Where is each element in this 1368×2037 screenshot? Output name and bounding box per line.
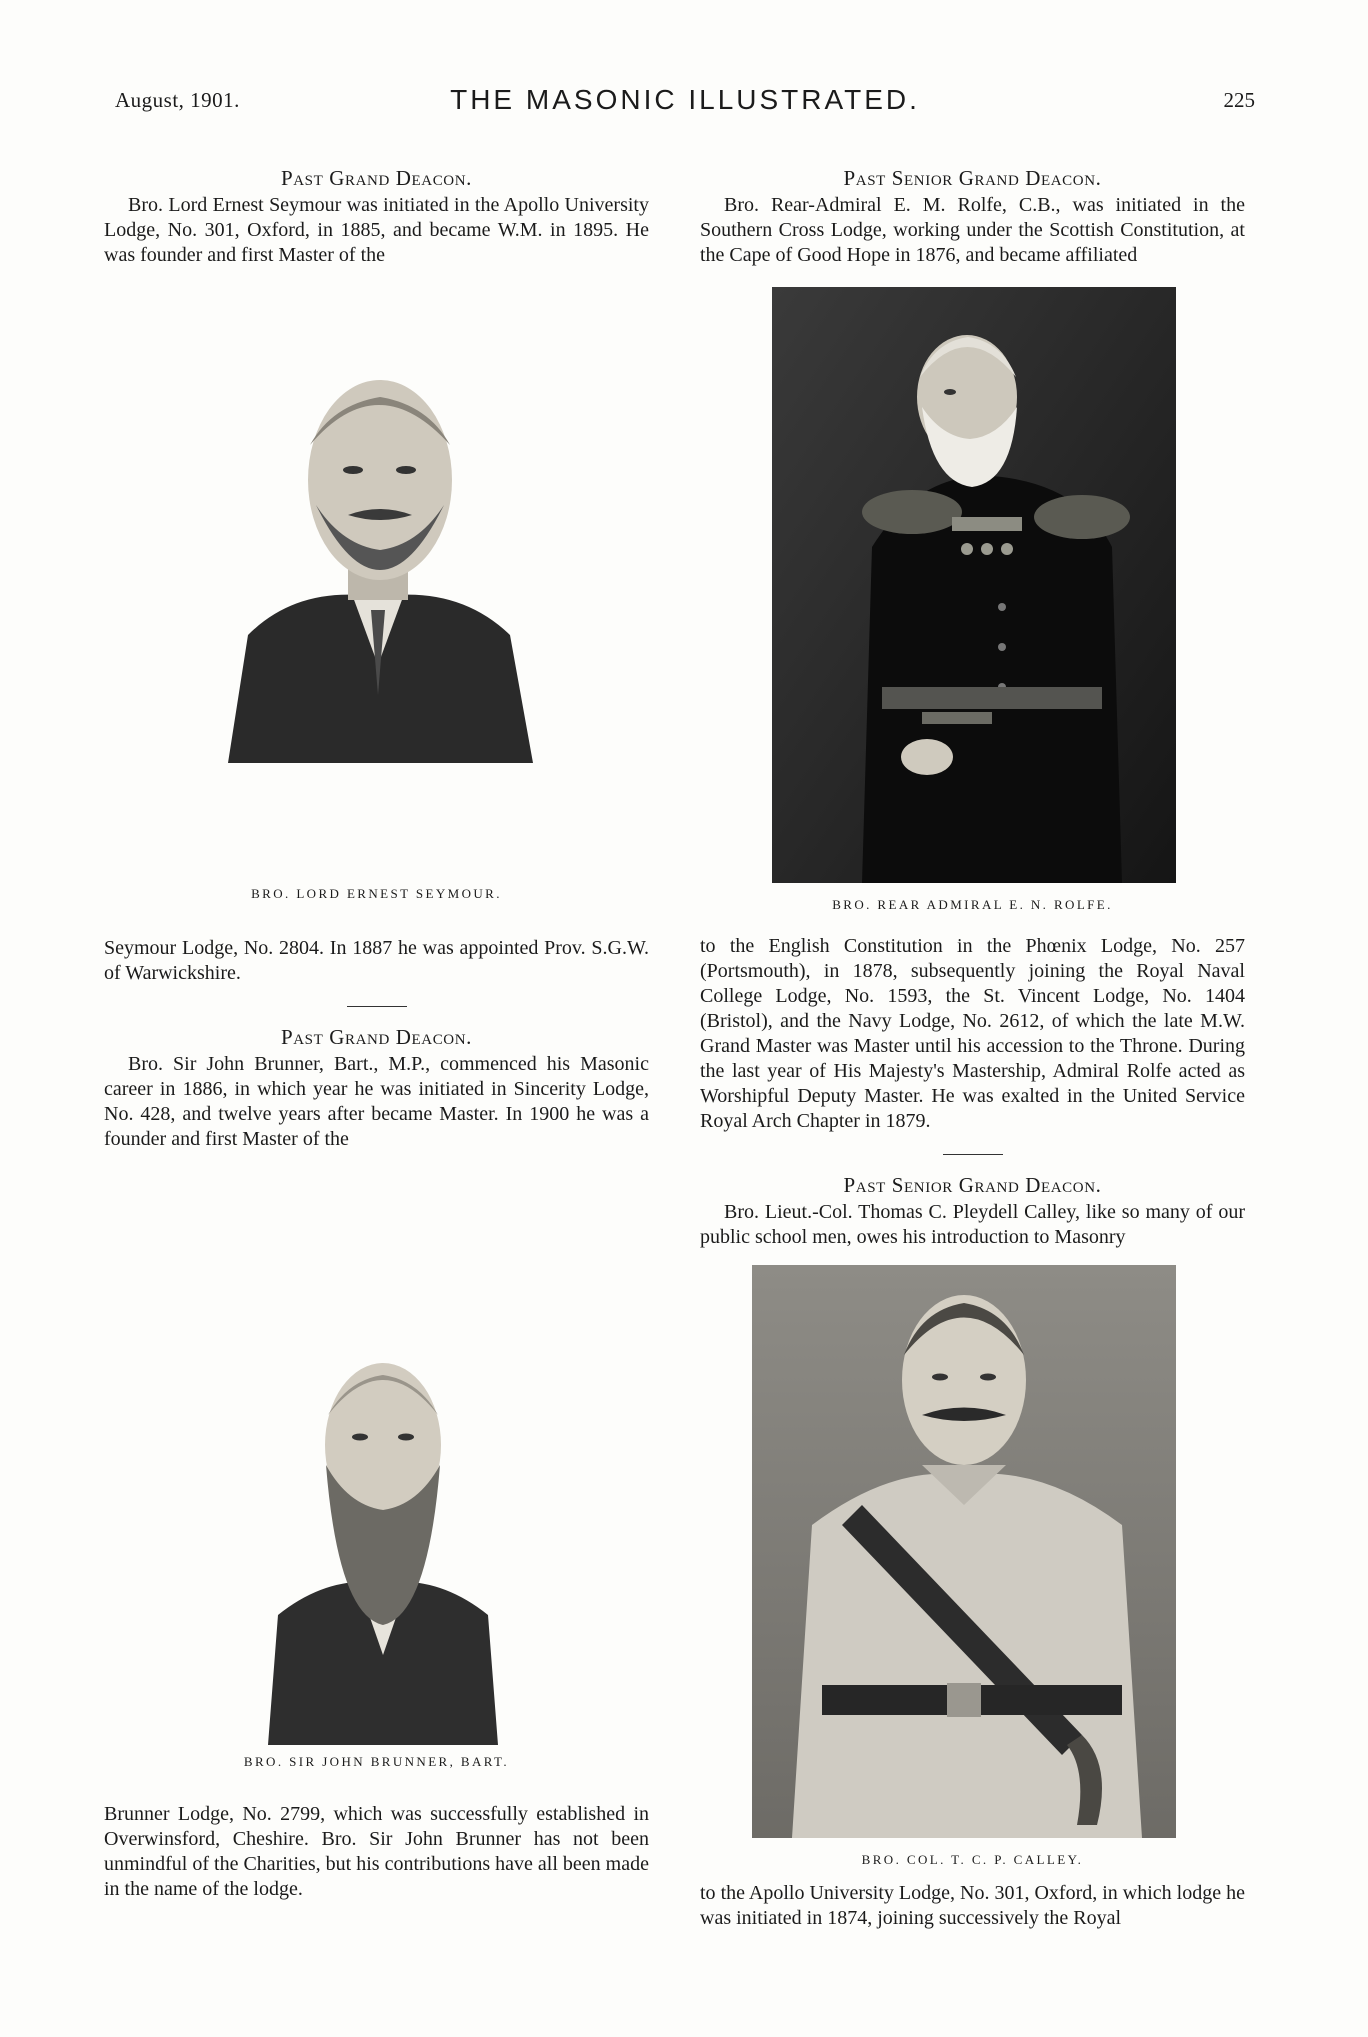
article-seymour-continued	[104, 936, 649, 1152]
publication-title: THE MASONIC ILLUSTRATED.	[450, 84, 920, 115]
photo-caption: BRO. COL. T. C. P. CALLEY.	[861, 1852, 1084, 1867]
caption-block	[700, 897, 1245, 913]
page-number: 225	[1223, 88, 1255, 112]
article-paragraph: Bro. Lord Ernest Seymour was initiated in the Apollo University Lodge, No. 301, Oxford, in 1885, and became W.M. in 1895. He was founder and first Master of the	[104, 194, 649, 266]
article-brunner-continued	[104, 1802, 649, 1902]
portrait-seymour-photo	[218, 335, 540, 763]
section-heading: Past Grand Deacon.	[280, 166, 473, 190]
article-paragraph: Bro. Sir John Brunner, Bart., M.P., commenced his Masonic career in 1886, in which year he was initiated in Sincerity Lodge, No. 428, and twelve years after became Master. In 1900 he was a founder and first Master of the	[104, 1053, 649, 1150]
photo-caption: BRO. SIR JOHN BRUNNER, BART.	[243, 1754, 510, 1769]
portrait-rolfe-photo	[772, 287, 1176, 883]
article-rolfe	[700, 166, 1245, 268]
article-paragraph: Bro. Lieut.-Col. Thomas C. Pleydell Calley, like so many of our public school men, owes his introduction to Masonry	[700, 1201, 1245, 1248]
issue-date: August, 1901.	[115, 88, 240, 112]
article-paragraph: Bro. Rear-Admiral E. M. Rolfe, C.B., was initiated in the Southern Cross Lodge, working under the Scottish Constitution, at the Cape of Good Hope in 1876, and became affiliated	[700, 194, 1245, 266]
article-calley-continued	[700, 1881, 1245, 1931]
section-divider	[943, 1154, 1003, 1155]
article-paragraph: to the Apollo University Lodge, No. 301, Oxford, in which lodge he was initiated in 1874, joining successively the Royal	[700, 1882, 1245, 1929]
photo-caption: BRO. LORD ERNEST SEYMOUR.	[251, 886, 502, 901]
article-paragraph: Seymour Lodge, No. 2804. In 1887 he was appointed Prov. S.G.W. of Warwickshire.	[104, 937, 649, 984]
photo-caption: BRO. REAR ADMIRAL E. N. ROLFE.	[832, 897, 1113, 912]
section-heading: Past Grand Deacon.	[280, 1025, 473, 1049]
article-paragraph: Brunner Lodge, No. 2799, which was successfully established in Overwinsford, Cheshire. Bro. Sir John Brunner has not been unmindful of the Charities, but his contributions have all been made in the name of the lodge.	[104, 1803, 649, 1900]
caption-block	[104, 1754, 649, 1770]
section-divider	[347, 1006, 407, 1007]
section-heading: Past Senior Grand Deacon.	[843, 166, 1102, 190]
article-paragraph: to the English Constitution in the Phœnix Lodge, No. 257 (Portsmouth), in 1878, subsequently joining the Royal Naval College Lodge, No. 1593, the St. Vincent Lodge, No. 1404 (Bristol), and the Navy Lodge, No. 2612, of which the late M.W. Grand Master was Master until his accession to the Throne. During the last year of His Majesty's Mastership, Admiral Rolfe acted as Worshipful Deputy Master. He was exalted in the United Service Royal Arch Chapter in 1879.	[700, 935, 1245, 1132]
article-rolfe-continued	[700, 934, 1245, 1250]
article-seymour	[104, 166, 649, 268]
portrait-brunner-photo	[258, 1325, 508, 1745]
masthead	[115, 84, 1255, 118]
portrait-calley-photo	[752, 1265, 1176, 1838]
caption-block	[700, 1852, 1245, 1868]
caption-block	[104, 886, 649, 902]
section-heading: Past Senior Grand Deacon.	[843, 1173, 1102, 1197]
